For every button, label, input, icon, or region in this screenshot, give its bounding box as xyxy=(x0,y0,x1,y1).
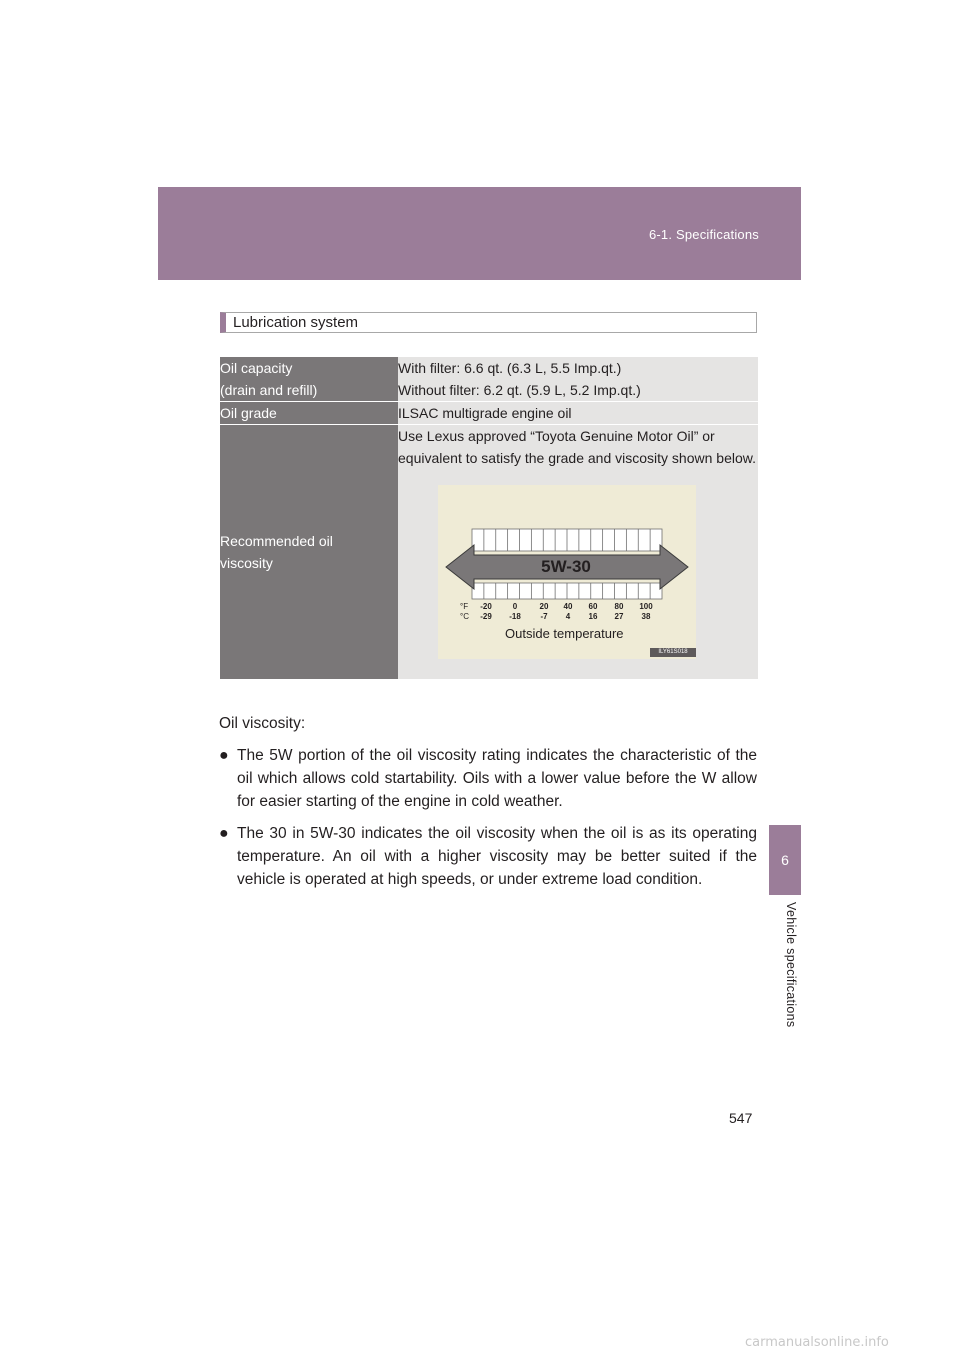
celsius-tick-label: 16 xyxy=(588,612,598,621)
oil-capacity-label: Oil capacity (drain and refill) xyxy=(220,360,318,398)
row-value xyxy=(398,402,758,425)
list-item xyxy=(219,822,757,891)
chapter-tab xyxy=(769,825,801,895)
section-heading-text: Lubrication system xyxy=(233,314,359,331)
figure-code: ILY61S018 xyxy=(650,648,696,657)
celsius-tick-label: 27 xyxy=(614,612,624,621)
intro-text: Oil viscosity: xyxy=(219,715,306,732)
section-title: 6-1. Specifications xyxy=(648,227,759,242)
list-item xyxy=(219,744,757,813)
figure-caption: Outside temperature xyxy=(505,626,624,641)
spec-table xyxy=(220,357,758,680)
row-label xyxy=(220,402,398,425)
celsius-tick-label: 38 xyxy=(641,612,651,621)
row-value xyxy=(398,425,758,680)
bullet-text: The 5W portion of the oil viscosity rating indicates the characteristic of the oil which allows cold startability. Oils with a lower value before the W allow for easier starting of the engine in cold weather. xyxy=(237,747,757,810)
chapter-label: Vehicle specifications xyxy=(784,902,798,1028)
grade-label: 5W-30 xyxy=(541,557,591,576)
unit-f: °F xyxy=(460,602,469,611)
row-label xyxy=(220,425,398,680)
fahrenheit-tick-label: 40 xyxy=(563,602,573,611)
section-heading xyxy=(220,312,757,333)
fahrenheit-tick-label: 80 xyxy=(614,602,624,611)
table-row xyxy=(220,357,758,402)
page-number: 547 xyxy=(729,1110,753,1126)
celsius-scale xyxy=(480,612,651,621)
unit-c: °C xyxy=(460,612,469,621)
bullet-text: The 30 in 5W-30 indicates the oil viscosity when the oil is as its operating temperature. An oil with a higher viscosity may be better suited if the vehicle is operated at high speeds, or under extreme load condition. xyxy=(237,825,757,888)
oil-grade-value: ILSAC multigrade engine oil xyxy=(398,405,572,421)
table-row xyxy=(220,402,758,425)
chapter-number: 6 xyxy=(781,852,789,868)
fahrenheit-scale xyxy=(480,602,653,611)
header-band xyxy=(158,187,801,280)
fahrenheit-tick-label: 20 xyxy=(539,602,549,611)
bullet-icon: ● xyxy=(219,825,229,842)
celsius-tick-label: -29 xyxy=(480,612,492,621)
watermark: carmanualsonline.info xyxy=(745,1335,889,1350)
celsius-tick-label: -7 xyxy=(540,612,548,621)
row-value xyxy=(398,357,758,402)
viscosity-label: Recommended oil viscosity xyxy=(220,533,333,571)
table-row xyxy=(220,425,758,680)
celsius-tick-label: -18 xyxy=(509,612,521,621)
viscosity-figure xyxy=(438,485,696,659)
oil-capacity-value: With filter: 6.6 qt. (6.3 L, 5.5 Imp.qt.) Without filter: 6.2 qt. (5.9 L, 5.2 Imp.qt.) xyxy=(398,360,641,398)
celsius-tick-label: 4 xyxy=(565,612,571,621)
fahrenheit-tick-label: 60 xyxy=(588,602,598,611)
bullet-icon: ● xyxy=(219,747,229,764)
fahrenheit-tick-label: -20 xyxy=(480,602,492,611)
row-label xyxy=(220,357,398,402)
body-text xyxy=(219,712,757,891)
fahrenheit-tick-label: 0 xyxy=(512,602,518,611)
viscosity-value: Use Lexus approved “Toyota Genuine Motor Oil” or equivalent to satisfy the grade and viscosity shown below. xyxy=(398,428,756,466)
oil-grade-label: Oil grade xyxy=(220,405,277,421)
fahrenheit-tick-label: 100 xyxy=(639,602,653,611)
